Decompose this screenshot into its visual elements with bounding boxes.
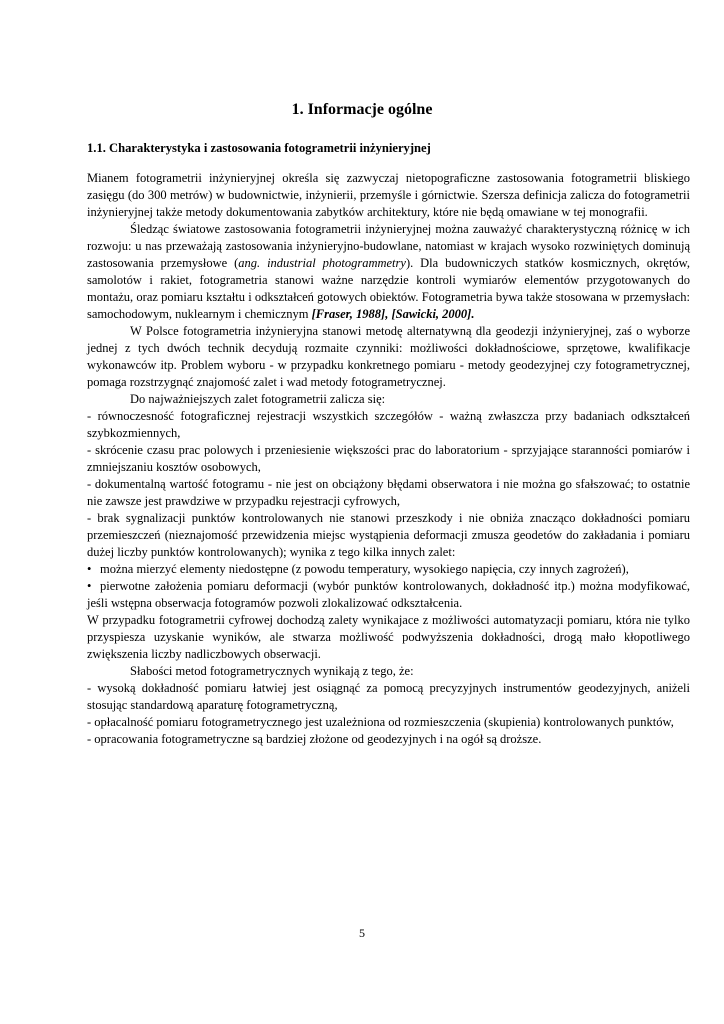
section-title: 1.1. Charakterystyka i zastosowania fotogrametrii inżynieryjnej [87,141,431,155]
paragraph-text: ). Dla budowniczych statków kosmicznych, okrętów, samolotów i rakiet, fotogrametria stanowi ważne narzędzie kontroli wymiarów elementów przygotowanych do montażu, oraz pomiaru kształtu i odkształceń gotowych obiektów. Fotogrametria bywa także stosowana w przemysłach: samochodowym, nuklearnym i chemicznym [87,256,690,321]
list-item: - dokumentalną wartość fotogramu - nie jest on obciążony błędami obserwatora i nie można go sfałszować; to ostatnie nie zawsze jest prawdziwe w przypadku rejestracji cyfrowych, [87,477,690,508]
paragraph-world-applications [87,221,690,323]
bullet-text: pierwotne założenia pomiaru deformacji (wybór punktów kontrolowanych, dokładność itp.) można modyfikować, jeśli wstępna obserwacja fotogramów pozwoli zlokalizować odkształcenia. [87,579,690,610]
body-text [87,170,690,748]
paragraph-digital: W przypadku fotogrametrii cyfrowej dochodzą zalety wynikajace z możliwości automatyzacji pomiaru, która nie tylko przyspiesza uzyskanie wyników, ale stwarza możliwość podwyższenia dokładności, drogą mało kłopotliwego zwiększenia liczby nadliczbowych obserwacji. [87,613,690,661]
paragraph-text: Śledząc światowe zastosowania fotogrametrii inżynieryjnej można zauważyć charakterystyczną różnicę w ich rozwoju: u nas przeważają zastosowania inżynieryjno-budowlane, natomiast w krajach wysoko rozwiniętych dominują zastosowania przemysłowe ( [87,222,690,270]
page-number: 5 [359,926,365,940]
bullet-item [87,578,690,612]
bullet-text: można mierzyć elementy niedostępne (z powodu temperatury, wysokiego napięcia, czy innych zagrożeń), [100,562,629,576]
bullet-icon: • [87,579,92,593]
list-item: - opracowania fotogrametryczne są bardziej złożone od geodezyjnych i na ogół są droższe. [87,732,542,746]
chapter-title: 1. Informacje ogólne [291,101,433,118]
paragraph-poland: W Polsce fotogrametria inżynieryjna stanowi metodę alternatywną dla geodezji inżynieryjnej, zaś o wyborze jednej z tych dwóch technik decydują rozmaite czynniki: możliwości dokładnościowe, sprzętowe, kwalifikacje wykonawców itp. Problem wyboru - w przypadku konkretnego pomiaru - metody geodezyjnej czy fotogrametrycznej, pomaga rozstrzygnąć znajomość zalet i wad metody fotogrametrycznej. [87,324,690,389]
paragraph-definition: Mianem fotogrametrii inżynieryjnej określa się zazwyczaj nietopograficzne zastosowania fotogrametrii bliskiego zasięgu (do 300 metrów) w budownictwie, inżynierii, przemyśle i górnictwie. Szersza definicja zalicza do fotogrametrii inżynieryjnej także metody dokumentowania zabytków architektury, które nie będą omawiane w tej monografii. [87,171,690,219]
paragraph-weaknesses-intro: Słabości metod fotogrametrycznych wynikają z tego, że: [130,664,414,678]
list-item: - opłacalność pomiaru fotogrametrycznego jest uzależniona od rozmieszczenia (skupienia) kontrolowanych punktów, [87,715,674,729]
citation: [Fraser, 1988], [Sawicki, 2000]. [311,307,475,321]
bullet-icon: • [87,562,92,576]
list-item: - wysoką dokładność pomiaru łatwiej jest osiągnąć za pomocą precyzyjnych instrumentów geodezyjnych, aniżeli stosując standardową aparaturę fotogrametryczną, [87,681,690,712]
paragraph-advantages-intro: Do najważniejszych zalet fotogrametrii zalicza się: [130,392,386,406]
list-item: - skrócenie czasu prac polowych i przeniesienie większości prac do laboratorium - sprzyjające staranności pomiarów i zmniejszaniu kosztów osobowych, [87,443,690,474]
list-item: - brak sygnalizacji punktów kontrolowanych nie stanowi przeszkody i nie obniża znacząco dokładności pomiaru przemieszczeń (nieznajomość przewidzenia miejsc wystąpienia deformacji zmusza geodetów do zakładania i pomiaru dużej liczby punktów kontrolowanych); wynika z tego kilka innych zalet: [87,511,690,559]
bullet-item [87,561,690,578]
english-term: ang. industrial photogrammetry [238,256,406,270]
list-item: - równoczesność fotograficznej rejestracji wszystkich szczegółów - ważną zwłaszcza przy badaniach odkształceń szybkozmiennych, [87,409,690,440]
